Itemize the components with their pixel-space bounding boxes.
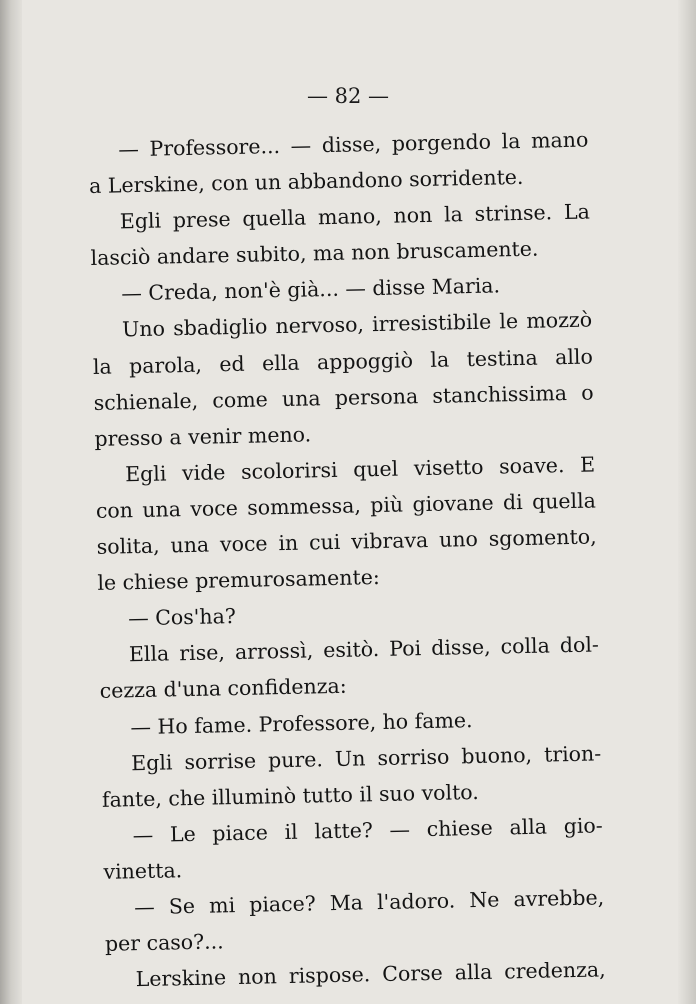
text-line: Ella rise, arrossì, esitò. Poi disse, colla dol- <box>128 632 600 667</box>
text-line: — Le piace il latte? — chiese alla gio- <box>132 813 603 847</box>
text-line: per caso?... <box>104 929 224 956</box>
text-line: — Se mi piace? Ma l'adoro. Ne avrebbe, <box>133 885 605 920</box>
text-line: Egli prese quella mano, non la strinse. La <box>119 199 591 234</box>
text-line: con una voce sommessa, più giovane di quella <box>95 488 597 523</box>
text-line: fante, che illuminò tutto il suo volto. <box>101 779 480 812</box>
text-line: Lerskine non rispose. Corse alla credenza, <box>135 957 606 992</box>
page-binding-edge <box>0 0 22 1004</box>
text-line: — Cos'ha? <box>127 604 237 631</box>
text-line: presso a venir meno. <box>94 422 312 451</box>
text-line: schienale, come una persona stanchissima o <box>93 380 594 415</box>
text-line: — Professore... — disse, porgendo la mano <box>118 127 589 162</box>
text-line: — Ho fame. Professore, ho fame. <box>130 707 473 739</box>
text-line: Uno sbadiglio nervoso, irresistibile le mozzò <box>121 307 593 342</box>
text-line: Egli sorrise pure. Un sorriso buono, trion- <box>130 740 602 775</box>
text-line: la parola, ed ella appoggiò la testina allo <box>92 344 594 379</box>
text-line: solita, una voce in cui vibrava uno sgomento, <box>96 524 597 559</box>
text-line: le chiese premurosamente: <box>97 565 381 596</box>
text-line: lasciò andare subito, ma non bruscamente. <box>90 236 539 271</box>
text-line: Egli vide scolorirsi quel visetto soave. E <box>124 452 596 487</box>
body-text <box>88 122 606 999</box>
page-right-edge <box>678 0 696 1004</box>
text-line: cezza d'una confidenza: <box>99 674 347 704</box>
page-number: — 82 — <box>306 84 390 108</box>
text-line: — Creda, non'è già... — disse Maria. <box>121 273 501 306</box>
text-line: vinetta. <box>103 858 183 884</box>
text-line: a Lerskine, con un abbandono sorridente. <box>88 164 524 199</box>
